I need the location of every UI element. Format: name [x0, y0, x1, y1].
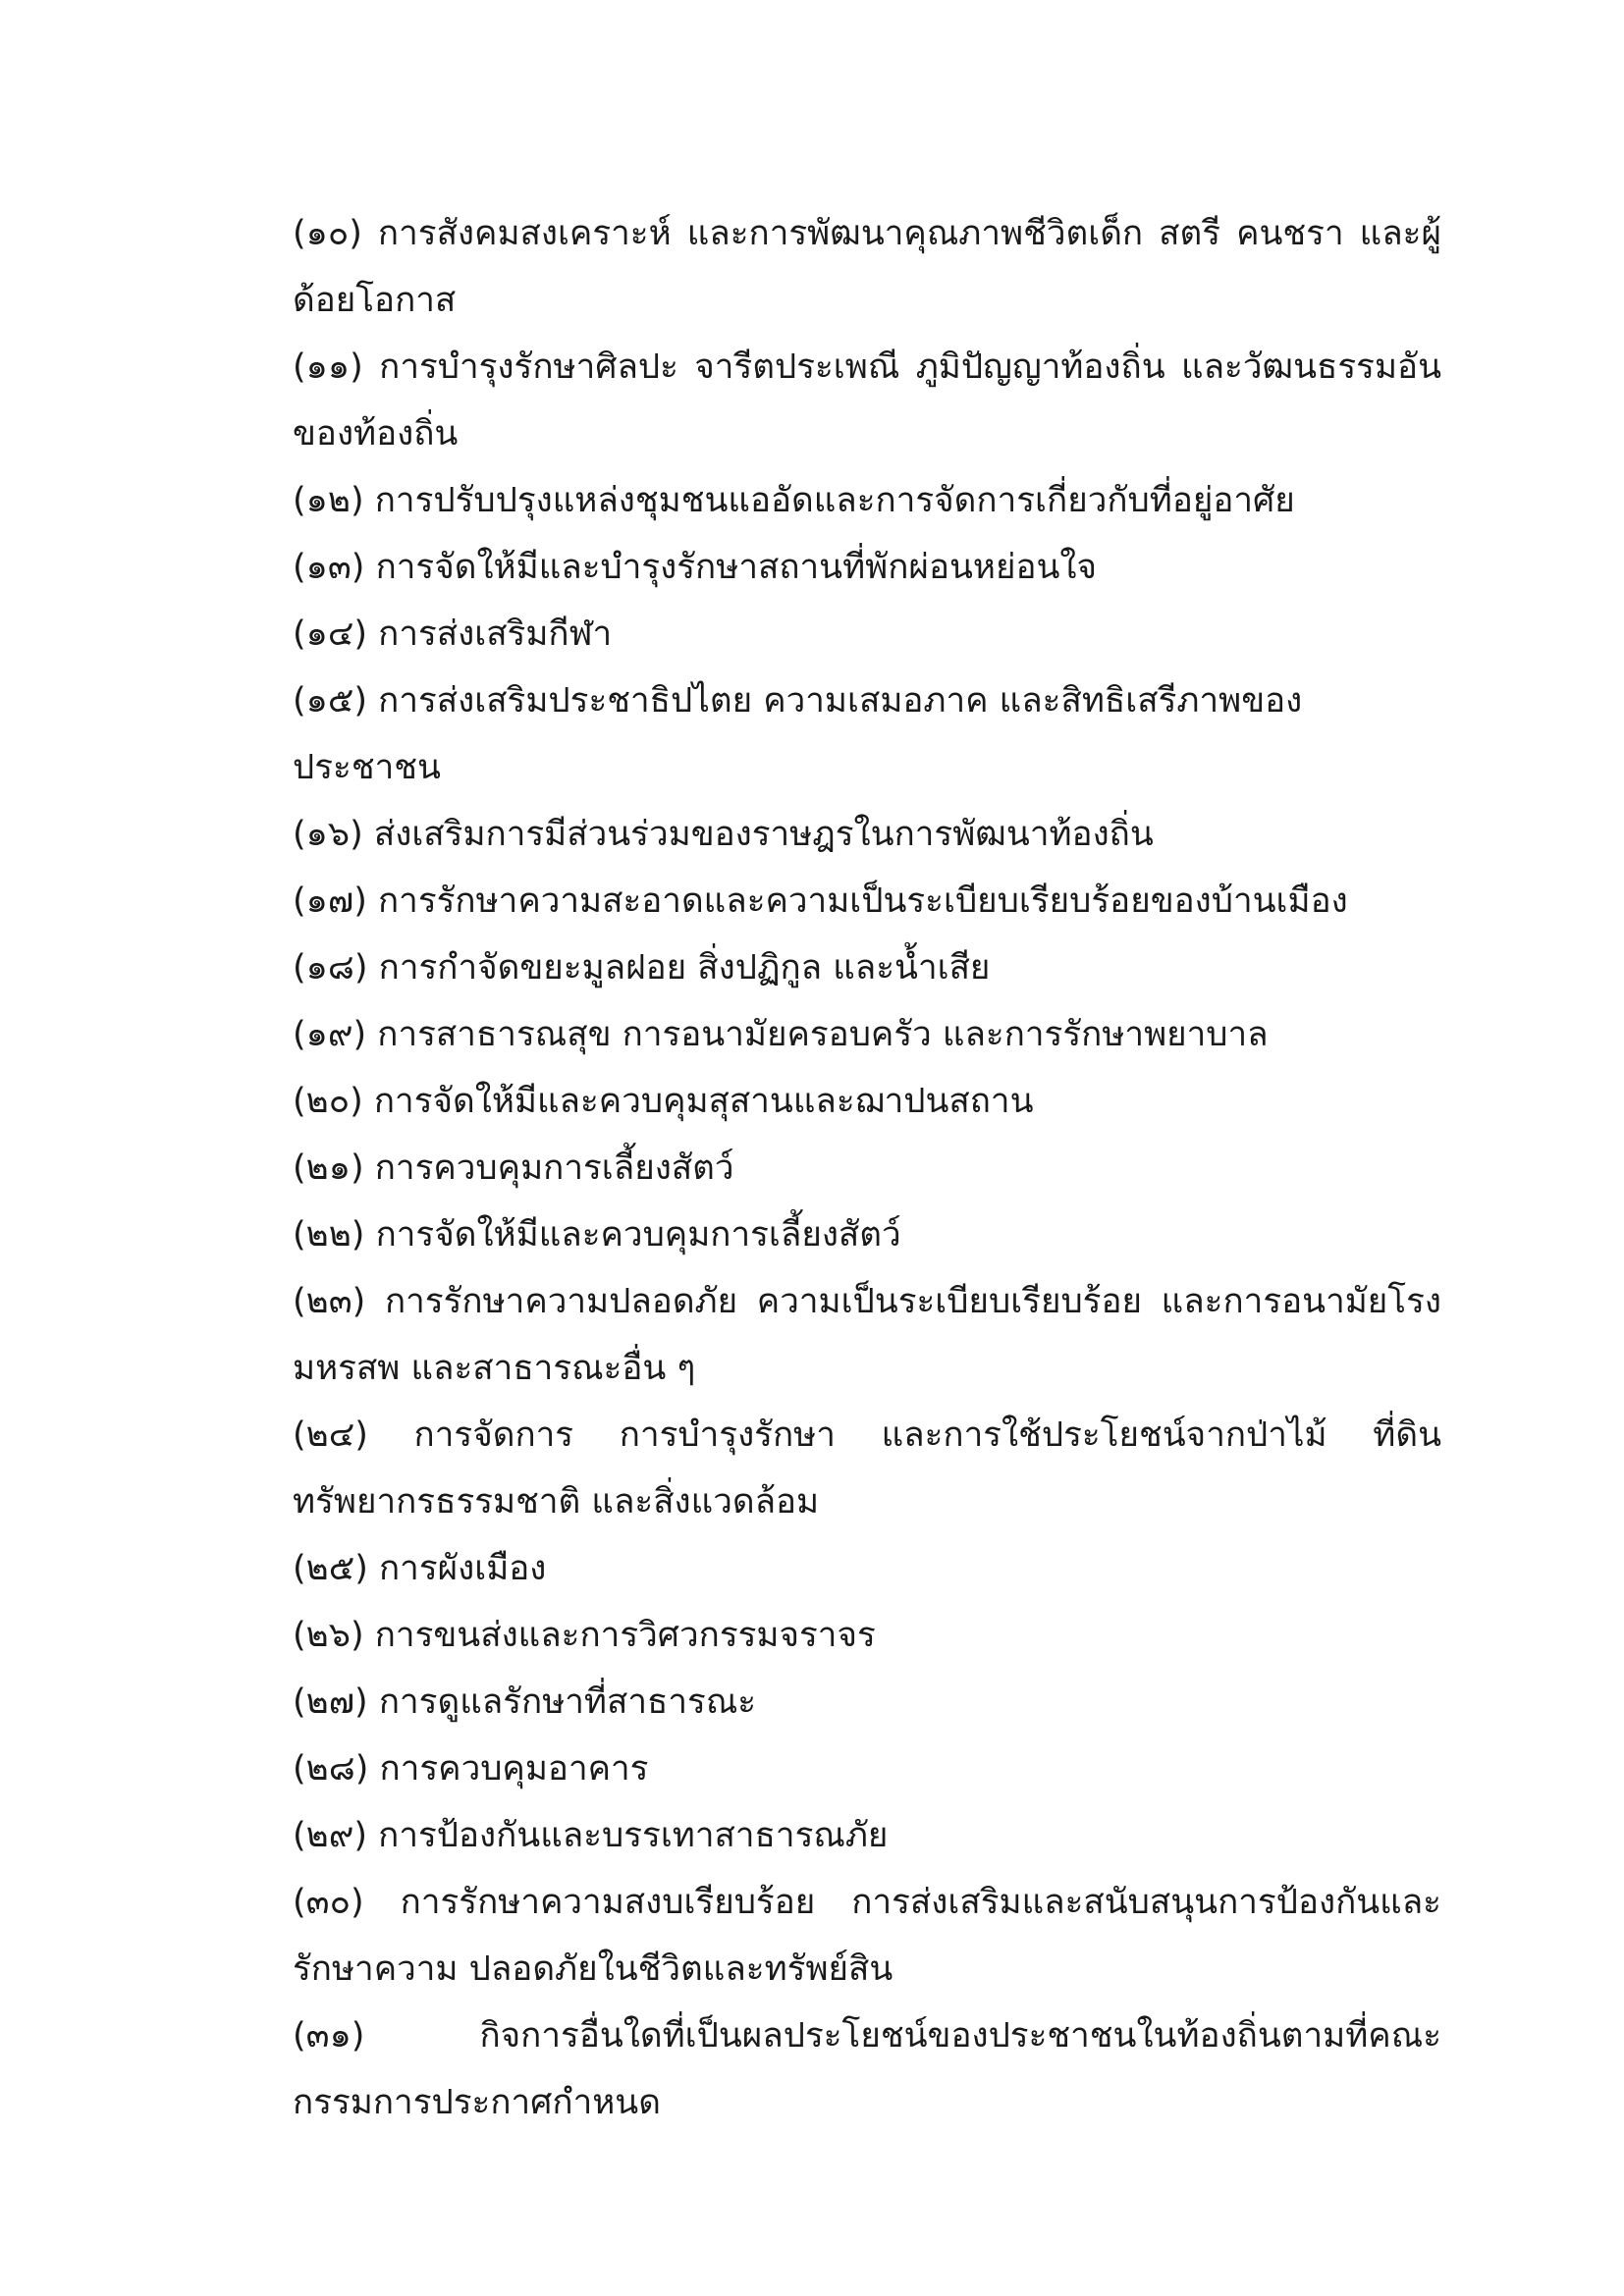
list-item: (๒๔) การจัดการ การบำรุงรักษา และการใช้ประโยชน์จากป่าไม้ ที่ดินทรัพยากรธรรมชาติ และสิ่งแวดล้อม: [293, 1415, 1441, 1522]
list-item: (๒๑) การควบคุมการเลี้ยงสัตว์: [293, 1148, 734, 1188]
list-item: (๑๗) การรักษาความสะอาดและความเป็นระเบียบเรียบร้อยของบ้านเมือง: [293, 881, 1348, 921]
list-item: (๑๘) การกำจัดขยะมูลฝอย สิ่งปฏิกูล และน้ำเสีย: [293, 948, 991, 988]
list-item: (๑๓) การจัดให้มีและบำรุงรักษาสถานที่พักผ่อนหย่อนใจ: [293, 548, 1098, 587]
list-item: (๑๑) การบำรุงรักษาศิลปะ จารีตประเพณี ภูมิปัญญาท้องถิ่น และวัฒนธรรมอันของท้องถิ่น: [293, 347, 1441, 454]
list-item: (๑๒) การปรับปรุงแหล่งชุมชนแออัดและการจัดการเกี่ยวกับที่อยู่อาศัย: [293, 481, 1295, 520]
list-item: (๓๑) กิจการอื่นใดที่เป็นผลประโยชน์ของประชาชนในท้องถิ่นตามที่คณะกรรมการประกาศกำหนด: [293, 2016, 1441, 2122]
list-item: (๑๐) การสังคมสงเคราะห์ และการพัฒนาคุณภาพชีวิตเด็ก สตรี คนชรา และผู้ด้อยโอกาส: [293, 214, 1441, 320]
list-item: (๒๐) การจัดให้มีและควบคุมสุสานและฌาปนสถาน: [293, 1082, 1034, 1121]
list-item: (๒๕) การผังเมือง: [293, 1549, 547, 1588]
list-item: (๒๒) การจัดให้มีและควบคุมการเลี้ยงสัตว์: [293, 1215, 901, 1255]
list-item: (๑๕) การส่งเสริมประชาธิปไตย ความเสมอภาค และสิทธิเสรีภาพของประชาชน: [293, 681, 1303, 787]
list-item: (๑๙) การสาธารณสุข การอนามัยครอบครัว และการรักษาพยาบาล: [293, 1015, 1269, 1054]
list-item: (๑๖) ส่งเสริมการมีส่วนร่วมของราษฎรในการพัฒนาท้องถิ่น: [293, 815, 1154, 854]
list-item: (๒๗) การดูแลรักษาที่สาธารณะ: [293, 1682, 757, 1722]
list-item: (๒๙) การป้องกันและบรรเทาสาธารณภัย: [293, 1816, 889, 1855]
list-item: (๒๓) การรักษาความปลอดภัย ความเป็นระเบียบเรียบร้อย และการอนามัยโรงมหรสพ และสาธารณะอื่น ๆ: [293, 1282, 1441, 1388]
list-item: (๓๐) การรักษาความสงบเรียบร้อย การส่งเสริมและสนับสนุนการป้องกันและรักษาความ ปลอดภัยในชีวิตและทรัพย์สิน: [293, 1883, 1441, 1989]
list-item: (๒๘) การควบคุมอาคาร: [293, 1749, 649, 1789]
list-item: (๑๔) การส่งเสริมกีฬา: [293, 614, 613, 654]
document-body: [293, 200, 1441, 2136]
list-item: (๒๖) การขนส่งและการวิศวกรรมจราจร: [293, 1616, 876, 1655]
